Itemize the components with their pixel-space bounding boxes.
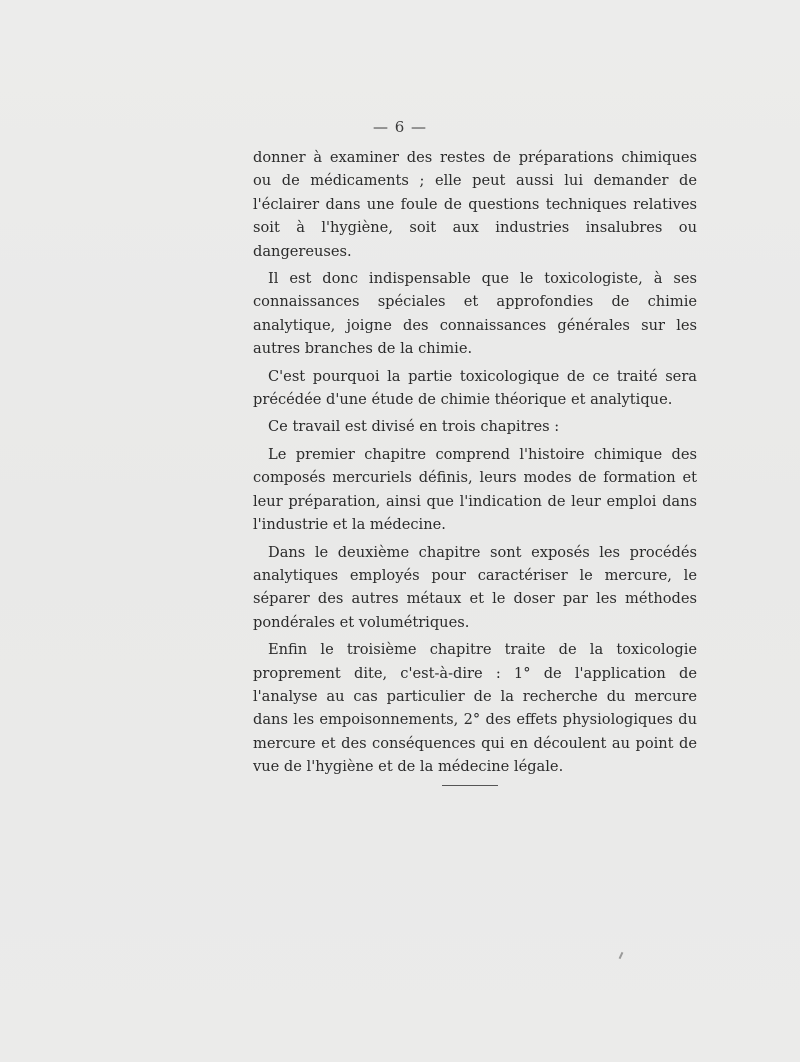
paragraph: donner à examiner des restes de préparations chimiques ou de médicaments ; elle peut aussi lui demander de l'éclairer dans une foule de questions techniques relatives soit à l'hygiène, soit aux industries insalubres ou dangereuses. xyxy=(253,149,697,260)
body-text xyxy=(253,146,697,779)
page-number: — 6 — xyxy=(372,118,428,136)
paragraph: Le premier chapitre comprend l'histoire chimique des composés mercuriels définis, leurs modes de formation et leur préparation, ainsi que l'indication de leur emploi dans l'industrie et la médecine. xyxy=(253,445,697,534)
paragraph: Ce travail est divisé en trois chapitres : xyxy=(268,418,560,436)
paragraph: Enfin le troisième chapitre traite de la toxicologie proprement dite, c'est-à-dire : 1° de l'application de l'analyse au cas particulier de la recherche du mercure dans les empoisonnements, 2° des effets physiologiques du mercure et des conséquences qui en découlent au point de vue de l'hygiène et de la médecine légale. xyxy=(253,641,697,776)
paper-speck xyxy=(619,952,624,959)
section-end-rule xyxy=(442,785,498,786)
paragraph: Dans le deuxième chapitre sont exposés les procédés analytiques employés pour caractériser le mercure, le séparer des autres métaux et le doser par les méthodes pondérales et volumétriques. xyxy=(253,543,697,631)
paragraph: C'est pourquoi la partie toxicologique de ce traité sera précédée d'une étude de chimie théorique et analytique. xyxy=(253,367,697,409)
paragraph: Il est donc indispensable que le toxicologiste, à ses connaissances spéciales et approfondies de chimie analytique, joigne des connaissances générales sur les autres branches de la chimie. xyxy=(253,270,697,358)
